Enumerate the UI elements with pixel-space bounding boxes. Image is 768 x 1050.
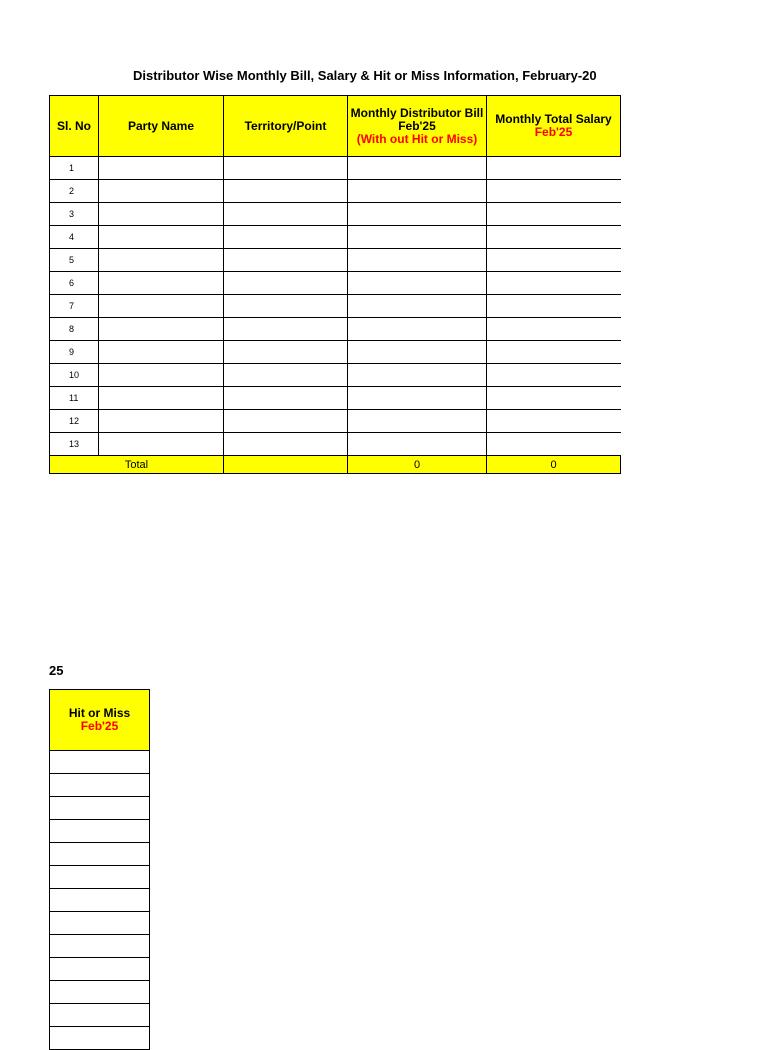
- total-salary-cell[interactable]: [487, 180, 621, 203]
- table-row: [50, 774, 150, 797]
- sl-cell[interactable]: 7: [50, 295, 99, 318]
- table-row: [50, 180, 621, 203]
- monthly-bill-header-title: Monthly Distributor Bill: [350, 105, 484, 120]
- territory-cell[interactable]: [224, 410, 348, 433]
- hit-or-miss-cell[interactable]: [50, 843, 150, 866]
- territory-cell[interactable]: [224, 226, 348, 249]
- hit-or-miss-cell[interactable]: [50, 912, 150, 935]
- total-salary-cell[interactable]: [487, 341, 621, 364]
- territory-cell[interactable]: [224, 341, 348, 364]
- party-name-cell[interactable]: [99, 433, 224, 456]
- party-name-cell[interactable]: [99, 410, 224, 433]
- distributor-table: [49, 95, 621, 474]
- territory-cell[interactable]: [224, 387, 348, 410]
- total-monthly-bill-cell[interactable]: 0: [348, 456, 487, 474]
- table-row: [50, 1004, 150, 1027]
- table-row: [50, 341, 621, 364]
- party-name-cell[interactable]: [99, 203, 224, 226]
- total-salary-cell[interactable]: [487, 295, 621, 318]
- table-row: [50, 1027, 150, 1050]
- party-name-cell[interactable]: [99, 272, 224, 295]
- hit-table-body: [50, 751, 150, 1050]
- monthly-bill-cell[interactable]: [348, 341, 487, 364]
- table-row: [50, 820, 150, 843]
- total-territory-cell[interactable]: [224, 456, 348, 474]
- total-salary-cell[interactable]: [487, 226, 621, 249]
- table-row: [50, 958, 150, 981]
- total-salary-cell[interactable]: [487, 410, 621, 433]
- hit-or-miss-cell[interactable]: [50, 981, 150, 1004]
- total-salary-cell[interactable]: [487, 272, 621, 295]
- total-salary-cell[interactable]: [487, 387, 621, 410]
- monthly-bill-cell[interactable]: [348, 249, 487, 272]
- table-row: [50, 249, 621, 272]
- sl-cell[interactable]: 3: [50, 203, 99, 226]
- sl-cell[interactable]: 6: [50, 272, 99, 295]
- monthly-bill-cell[interactable]: [348, 272, 487, 295]
- sl-cell[interactable]: 13: [50, 433, 99, 456]
- party-name-cell[interactable]: [99, 341, 224, 364]
- party-name-cell[interactable]: [99, 157, 224, 180]
- territory-cell[interactable]: [224, 249, 348, 272]
- hit-or-miss-header-month: Feb'25: [80, 719, 119, 733]
- hit-or-miss-header[interactable]: [50, 690, 150, 751]
- monthly-bill-cell[interactable]: [348, 157, 487, 180]
- monthly-bill-cell[interactable]: [348, 226, 487, 249]
- sl-no-header[interactable]: Sl. No: [50, 96, 99, 157]
- territory-cell[interactable]: [224, 180, 348, 203]
- table-row: [50, 364, 621, 387]
- sheet-title: Distributor Wise Monthly Bill, Salary & Hit or Miss Information, February-20: [133, 68, 597, 83]
- territory-cell[interactable]: [224, 433, 348, 456]
- table-row: [50, 751, 150, 774]
- party-name-cell[interactable]: [99, 364, 224, 387]
- total-salary-cell[interactable]: [487, 157, 621, 180]
- territory-cell[interactable]: [224, 295, 348, 318]
- table-row: [50, 410, 621, 433]
- hit-or-miss-cell[interactable]: [50, 1004, 150, 1027]
- hit-or-miss-cell[interactable]: [50, 889, 150, 912]
- hit-or-miss-cell[interactable]: [50, 1027, 150, 1050]
- party-name-cell[interactable]: [99, 226, 224, 249]
- table-row: [50, 272, 621, 295]
- total-salary-header-month: Feb'25: [534, 125, 573, 139]
- monthly-bill-cell[interactable]: [348, 410, 487, 433]
- table-row: [50, 866, 150, 889]
- table-row: [50, 797, 150, 820]
- monthly-bill-header-note: (With out Hit or Miss): [356, 131, 478, 146]
- table-row: [50, 889, 150, 912]
- total-salary-header-title: Monthly Total Salary: [495, 112, 612, 126]
- monthly-bill-cell[interactable]: [348, 318, 487, 341]
- hit-or-miss-cell[interactable]: [50, 751, 150, 774]
- table-row: [50, 912, 150, 935]
- table-body: [50, 157, 621, 456]
- party-name-cell[interactable]: [99, 318, 224, 341]
- sl-cell[interactable]: 10: [50, 364, 99, 387]
- total-salary-cell[interactable]: [487, 203, 621, 226]
- sl-cell[interactable]: 5: [50, 249, 99, 272]
- party-name-cell[interactable]: [99, 295, 224, 318]
- hit-or-miss-cell[interactable]: [50, 935, 150, 958]
- hit-or-miss-cell[interactable]: [50, 797, 150, 820]
- sl-cell[interactable]: 9: [50, 341, 99, 364]
- monthly-bill-cell[interactable]: [348, 203, 487, 226]
- sl-cell[interactable]: 4: [50, 226, 99, 249]
- hit-header-row: [50, 690, 150, 751]
- territory-cell[interactable]: [224, 272, 348, 295]
- table-row: [50, 318, 621, 341]
- sl-cell[interactable]: 2: [50, 180, 99, 203]
- sl-cell[interactable]: 11: [50, 387, 99, 410]
- table-row: [50, 981, 150, 1004]
- monthly-bill-header-month: Feb'25: [398, 118, 436, 133]
- total-salary-cell[interactable]: 0: [487, 456, 621, 474]
- party-name-cell[interactable]: [99, 387, 224, 410]
- territory-cell[interactable]: [224, 318, 348, 341]
- total-salary-cell[interactable]: [487, 433, 621, 456]
- header-row: [50, 96, 621, 157]
- hit-or-miss-cell[interactable]: [50, 820, 150, 843]
- hit-or-miss-table: [49, 689, 150, 1050]
- sl-cell[interactable]: 1: [50, 157, 99, 180]
- table-row: [50, 843, 150, 866]
- monthly-bill-cell[interactable]: [348, 433, 487, 456]
- monthly-bill-cell[interactable]: [348, 180, 487, 203]
- monthly-bill-header[interactable]: [348, 96, 487, 157]
- hit-or-miss-header-title: Hit or Miss: [68, 706, 131, 720]
- hit-or-miss-cell[interactable]: [50, 774, 150, 797]
- party-name-cell[interactable]: [99, 249, 224, 272]
- hit-or-miss-cell[interactable]: [50, 866, 150, 889]
- party-name-header[interactable]: Party Name: [99, 96, 224, 157]
- monthly-bill-cell[interactable]: [348, 364, 487, 387]
- party-name-cell[interactable]: [99, 180, 224, 203]
- total-row: [50, 456, 621, 474]
- total-salary-header[interactable]: [487, 96, 621, 157]
- table-row: [50, 387, 621, 410]
- total-salary-cell[interactable]: [487, 364, 621, 387]
- sl-cell[interactable]: 8: [50, 318, 99, 341]
- territory-cell[interactable]: [224, 157, 348, 180]
- table-row: [50, 157, 621, 180]
- monthly-bill-cell[interactable]: [348, 387, 487, 410]
- territory-header[interactable]: Territory/Point: [224, 96, 348, 157]
- total-label-cell[interactable]: Total: [50, 456, 224, 474]
- territory-cell[interactable]: [224, 364, 348, 387]
- sl-cell[interactable]: 12: [50, 410, 99, 433]
- total-salary-cell[interactable]: [487, 318, 621, 341]
- table-row: [50, 433, 621, 456]
- territory-cell[interactable]: [224, 203, 348, 226]
- table-row: [50, 226, 621, 249]
- sheet-title-continued: 25: [49, 663, 64, 678]
- hit-or-miss-cell[interactable]: [50, 958, 150, 981]
- total-salary-cell[interactable]: [487, 249, 621, 272]
- monthly-bill-cell[interactable]: [348, 295, 487, 318]
- table-row: [50, 295, 621, 318]
- table-row: [50, 935, 150, 958]
- table-row: [50, 203, 621, 226]
